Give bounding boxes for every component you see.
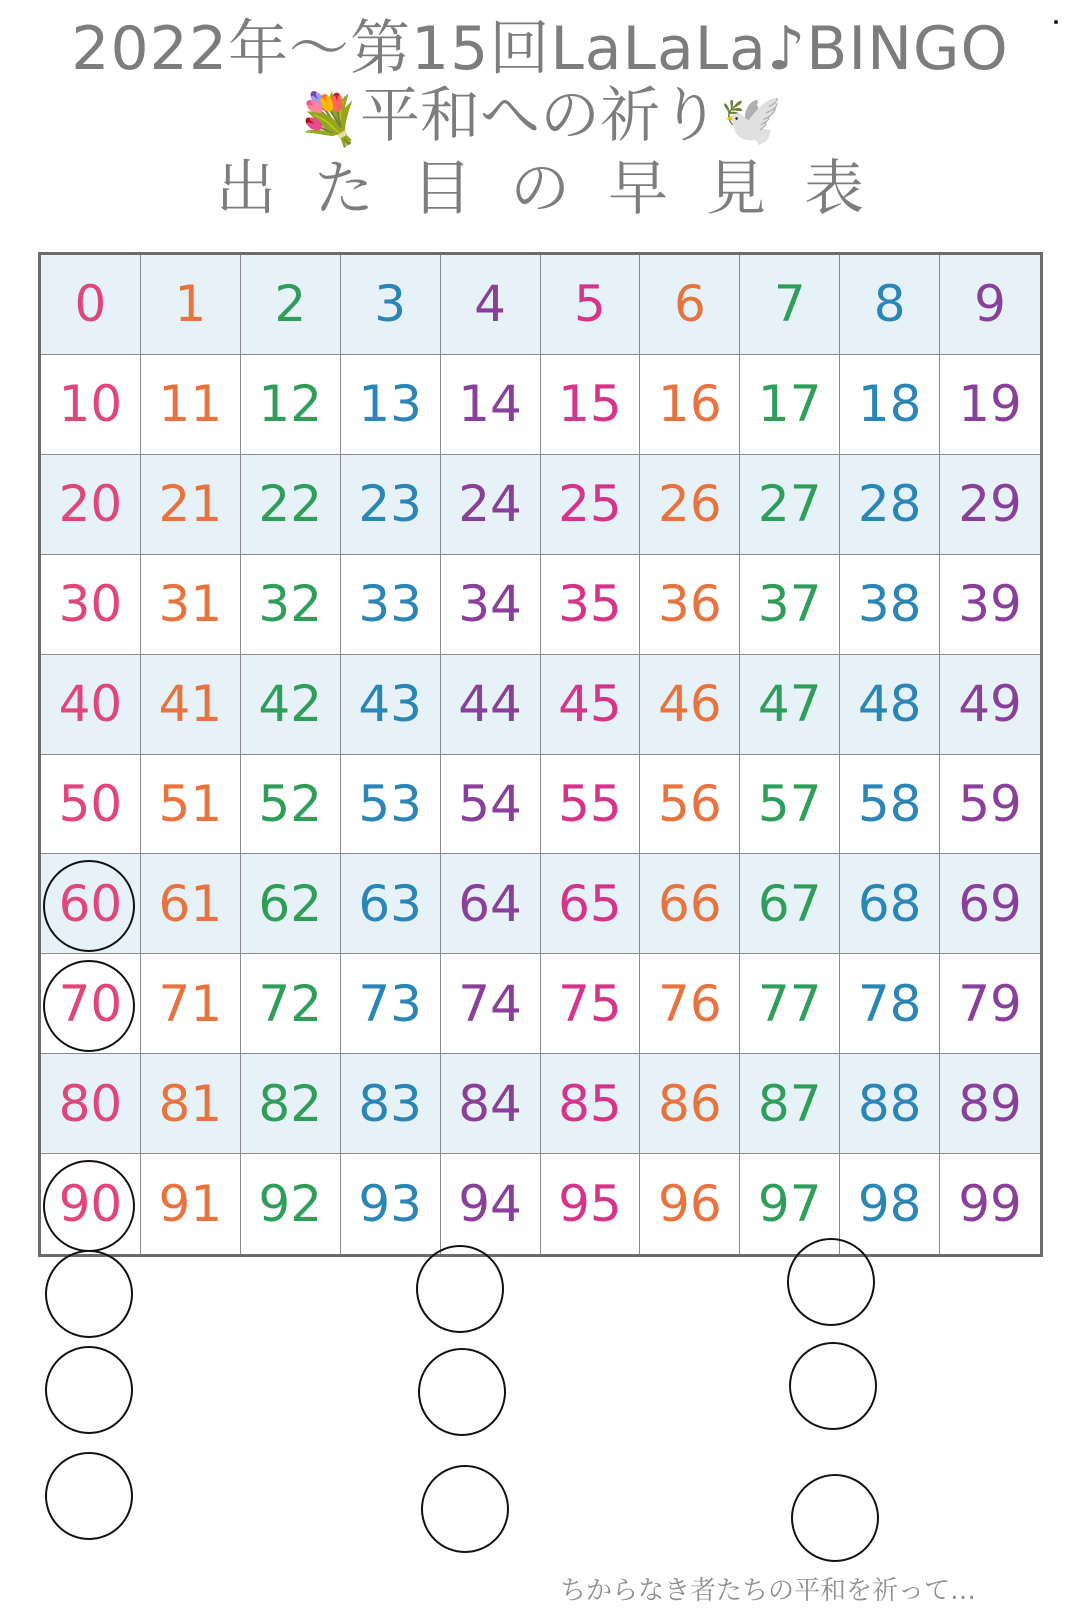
- grid-cell[interactable]: 56: [640, 755, 740, 855]
- grid-cell[interactable]: 89: [940, 1054, 1040, 1154]
- grid-cell[interactable]: 44: [441, 655, 541, 755]
- grid-cell[interactable]: 62: [241, 854, 341, 954]
- grid-cell[interactable]: 9: [940, 255, 1040, 355]
- grid-cell[interactable]: 85: [541, 1054, 641, 1154]
- grid-cell[interactable]: 51: [141, 755, 241, 855]
- grid-cell[interactable]: 71: [141, 954, 241, 1054]
- grid-cell[interactable]: 88: [840, 1054, 940, 1154]
- grid-cell[interactable]: 17: [740, 355, 840, 455]
- grid-cell[interactable]: 32: [241, 555, 341, 655]
- grid-cell[interactable]: 26: [640, 455, 740, 555]
- grid-cell[interactable]: 31: [141, 555, 241, 655]
- grid-cell[interactable]: 19: [940, 355, 1040, 455]
- grid-cell[interactable]: 79: [940, 954, 1040, 1054]
- grid-cell[interactable]: 58: [840, 755, 940, 855]
- table-caption: 出た目の早見表: [216, 154, 902, 225]
- grid-cell[interactable]: 45: [541, 655, 641, 755]
- grid-cell[interactable]: 95: [541, 1154, 641, 1254]
- grid-cell[interactable]: 12: [241, 355, 341, 455]
- grid-cell[interactable]: 80: [41, 1054, 141, 1154]
- grid-cell[interactable]: 60: [41, 854, 141, 954]
- grid-cell[interactable]: 35: [541, 555, 641, 655]
- grid-cell[interactable]: 68: [840, 854, 940, 954]
- grid-cell[interactable]: 38: [840, 555, 940, 655]
- grid-cell[interactable]: 70: [41, 954, 141, 1054]
- grid-cell[interactable]: 36: [640, 555, 740, 655]
- grid-cell[interactable]: 48: [840, 655, 940, 755]
- grid-cell[interactable]: 8: [840, 255, 940, 355]
- grid-cell[interactable]: 91: [141, 1154, 241, 1254]
- stamp-circle[interactable]: [787, 1238, 875, 1326]
- grid-cell[interactable]: 49: [940, 655, 1040, 755]
- grid-cell[interactable]: 20: [41, 455, 141, 555]
- grid-cell[interactable]: 93: [341, 1154, 441, 1254]
- grid-cell[interactable]: 29: [940, 455, 1040, 555]
- grid-cell[interactable]: 61: [141, 854, 241, 954]
- grid-cell[interactable]: 57: [740, 755, 840, 855]
- grid-cell[interactable]: 5: [541, 255, 641, 355]
- grid-cell[interactable]: 6: [640, 255, 740, 355]
- grid-cell[interactable]: 50: [41, 755, 141, 855]
- grid-cell[interactable]: 24: [441, 455, 541, 555]
- stamp-circle[interactable]: [789, 1342, 877, 1430]
- stamp-circle[interactable]: [421, 1465, 509, 1553]
- subtitle-text: 平和への祈り: [360, 81, 720, 151]
- grid-cell[interactable]: 37: [740, 555, 840, 655]
- grid-cell[interactable]: 66: [640, 854, 740, 954]
- grid-cell[interactable]: 59: [940, 755, 1040, 855]
- grid-cell[interactable]: 4: [441, 255, 541, 355]
- stamp-circle[interactable]: [45, 1452, 133, 1540]
- grid-cell[interactable]: 75: [541, 954, 641, 1054]
- grid-cell[interactable]: 63: [341, 854, 441, 954]
- grid-cell[interactable]: 96: [640, 1154, 740, 1254]
- grid-cell[interactable]: 41: [141, 655, 241, 755]
- grid-cell[interactable]: 13: [341, 355, 441, 455]
- stamp-circle[interactable]: [45, 1250, 133, 1338]
- grid-cell[interactable]: 54: [441, 755, 541, 855]
- grid-cell[interactable]: 74: [441, 954, 541, 1054]
- grid-cell[interactable]: 39: [940, 555, 1040, 655]
- grid-cell[interactable]: 15: [541, 355, 641, 455]
- grid-cell[interactable]: 77: [740, 954, 840, 1054]
- grid-cell[interactable]: 34: [441, 555, 541, 655]
- grid-cell[interactable]: 55: [541, 755, 641, 855]
- page-title: 2022年〜第15回LaLaLa♪BINGO: [71, 14, 1009, 84]
- bouquet-icon: 💐: [297, 90, 360, 149]
- grid-cell[interactable]: 92: [241, 1154, 341, 1254]
- title-block: [0, 14, 1080, 227]
- grid-cell[interactable]: 53: [341, 755, 441, 855]
- grid-cell[interactable]: 18: [840, 355, 940, 455]
- grid-cell[interactable]: 14: [441, 355, 541, 455]
- grid-cell[interactable]: 76: [640, 954, 740, 1054]
- grid-cell[interactable]: 94: [441, 1154, 541, 1254]
- grid-cell[interactable]: 82: [241, 1054, 341, 1154]
- grid-cell[interactable]: 87: [740, 1054, 840, 1154]
- grid-cell[interactable]: 72: [241, 954, 341, 1054]
- grid-cell[interactable]: 90: [41, 1154, 141, 1254]
- grid-cell[interactable]: 33: [341, 555, 441, 655]
- grid-cell[interactable]: 30: [41, 555, 141, 655]
- grid-cell[interactable]: 99: [940, 1154, 1040, 1254]
- grid-cell[interactable]: 84: [441, 1054, 541, 1154]
- grid-cell[interactable]: 7: [740, 255, 840, 355]
- grid-cell[interactable]: 25: [541, 455, 641, 555]
- grid-cell[interactable]: 16: [640, 355, 740, 455]
- grid-cell[interactable]: 98: [840, 1154, 940, 1254]
- grid-cell[interactable]: 65: [541, 854, 641, 954]
- grid-cell[interactable]: 2: [241, 255, 341, 355]
- grid-cell[interactable]: 67: [740, 854, 840, 954]
- grid-cell[interactable]: 83: [341, 1054, 441, 1154]
- grid-cell[interactable]: 3: [341, 255, 441, 355]
- grid-cell[interactable]: 21: [141, 455, 241, 555]
- dove-icon: 🕊️: [720, 90, 783, 149]
- grid-cell[interactable]: 81: [141, 1054, 241, 1154]
- grid-cell[interactable]: 42: [241, 655, 341, 755]
- grid-cell[interactable]: 11: [141, 355, 241, 455]
- stamp-circle[interactable]: [418, 1348, 506, 1436]
- stamp-circle[interactable]: [791, 1474, 879, 1562]
- grid-cell[interactable]: 1: [141, 255, 241, 355]
- grid-cell[interactable]: 64: [441, 854, 541, 954]
- grid-cell[interactable]: 23: [341, 455, 441, 555]
- grid-cell[interactable]: 47: [740, 655, 840, 755]
- grid-cell[interactable]: 78: [840, 954, 940, 1054]
- grid-cell[interactable]: 46: [640, 655, 740, 755]
- grid-cell[interactable]: 0: [41, 255, 141, 355]
- footer-note: ちからなき者たちの平和を祈って…: [560, 1576, 977, 1606]
- grid-cell[interactable]: 97: [740, 1154, 840, 1254]
- grid-cell[interactable]: 73: [341, 954, 441, 1054]
- grid-cell[interactable]: 28: [840, 455, 940, 555]
- grid-cell[interactable]: 27: [740, 455, 840, 555]
- grid-cell[interactable]: 10: [41, 355, 141, 455]
- grid-cell[interactable]: 86: [640, 1054, 740, 1154]
- grid-cell[interactable]: 52: [241, 755, 341, 855]
- grid-cell[interactable]: 40: [41, 655, 141, 755]
- grid-cell[interactable]: 22: [241, 455, 341, 555]
- stamp-circle[interactable]: [416, 1245, 504, 1333]
- grid-cell[interactable]: 69: [940, 854, 1040, 954]
- stamp-circle[interactable]: [45, 1346, 133, 1434]
- grid-cell[interactable]: 43: [341, 655, 441, 755]
- subtitle: [0, 81, 1080, 151]
- bingo-number-grid: [38, 252, 1043, 1257]
